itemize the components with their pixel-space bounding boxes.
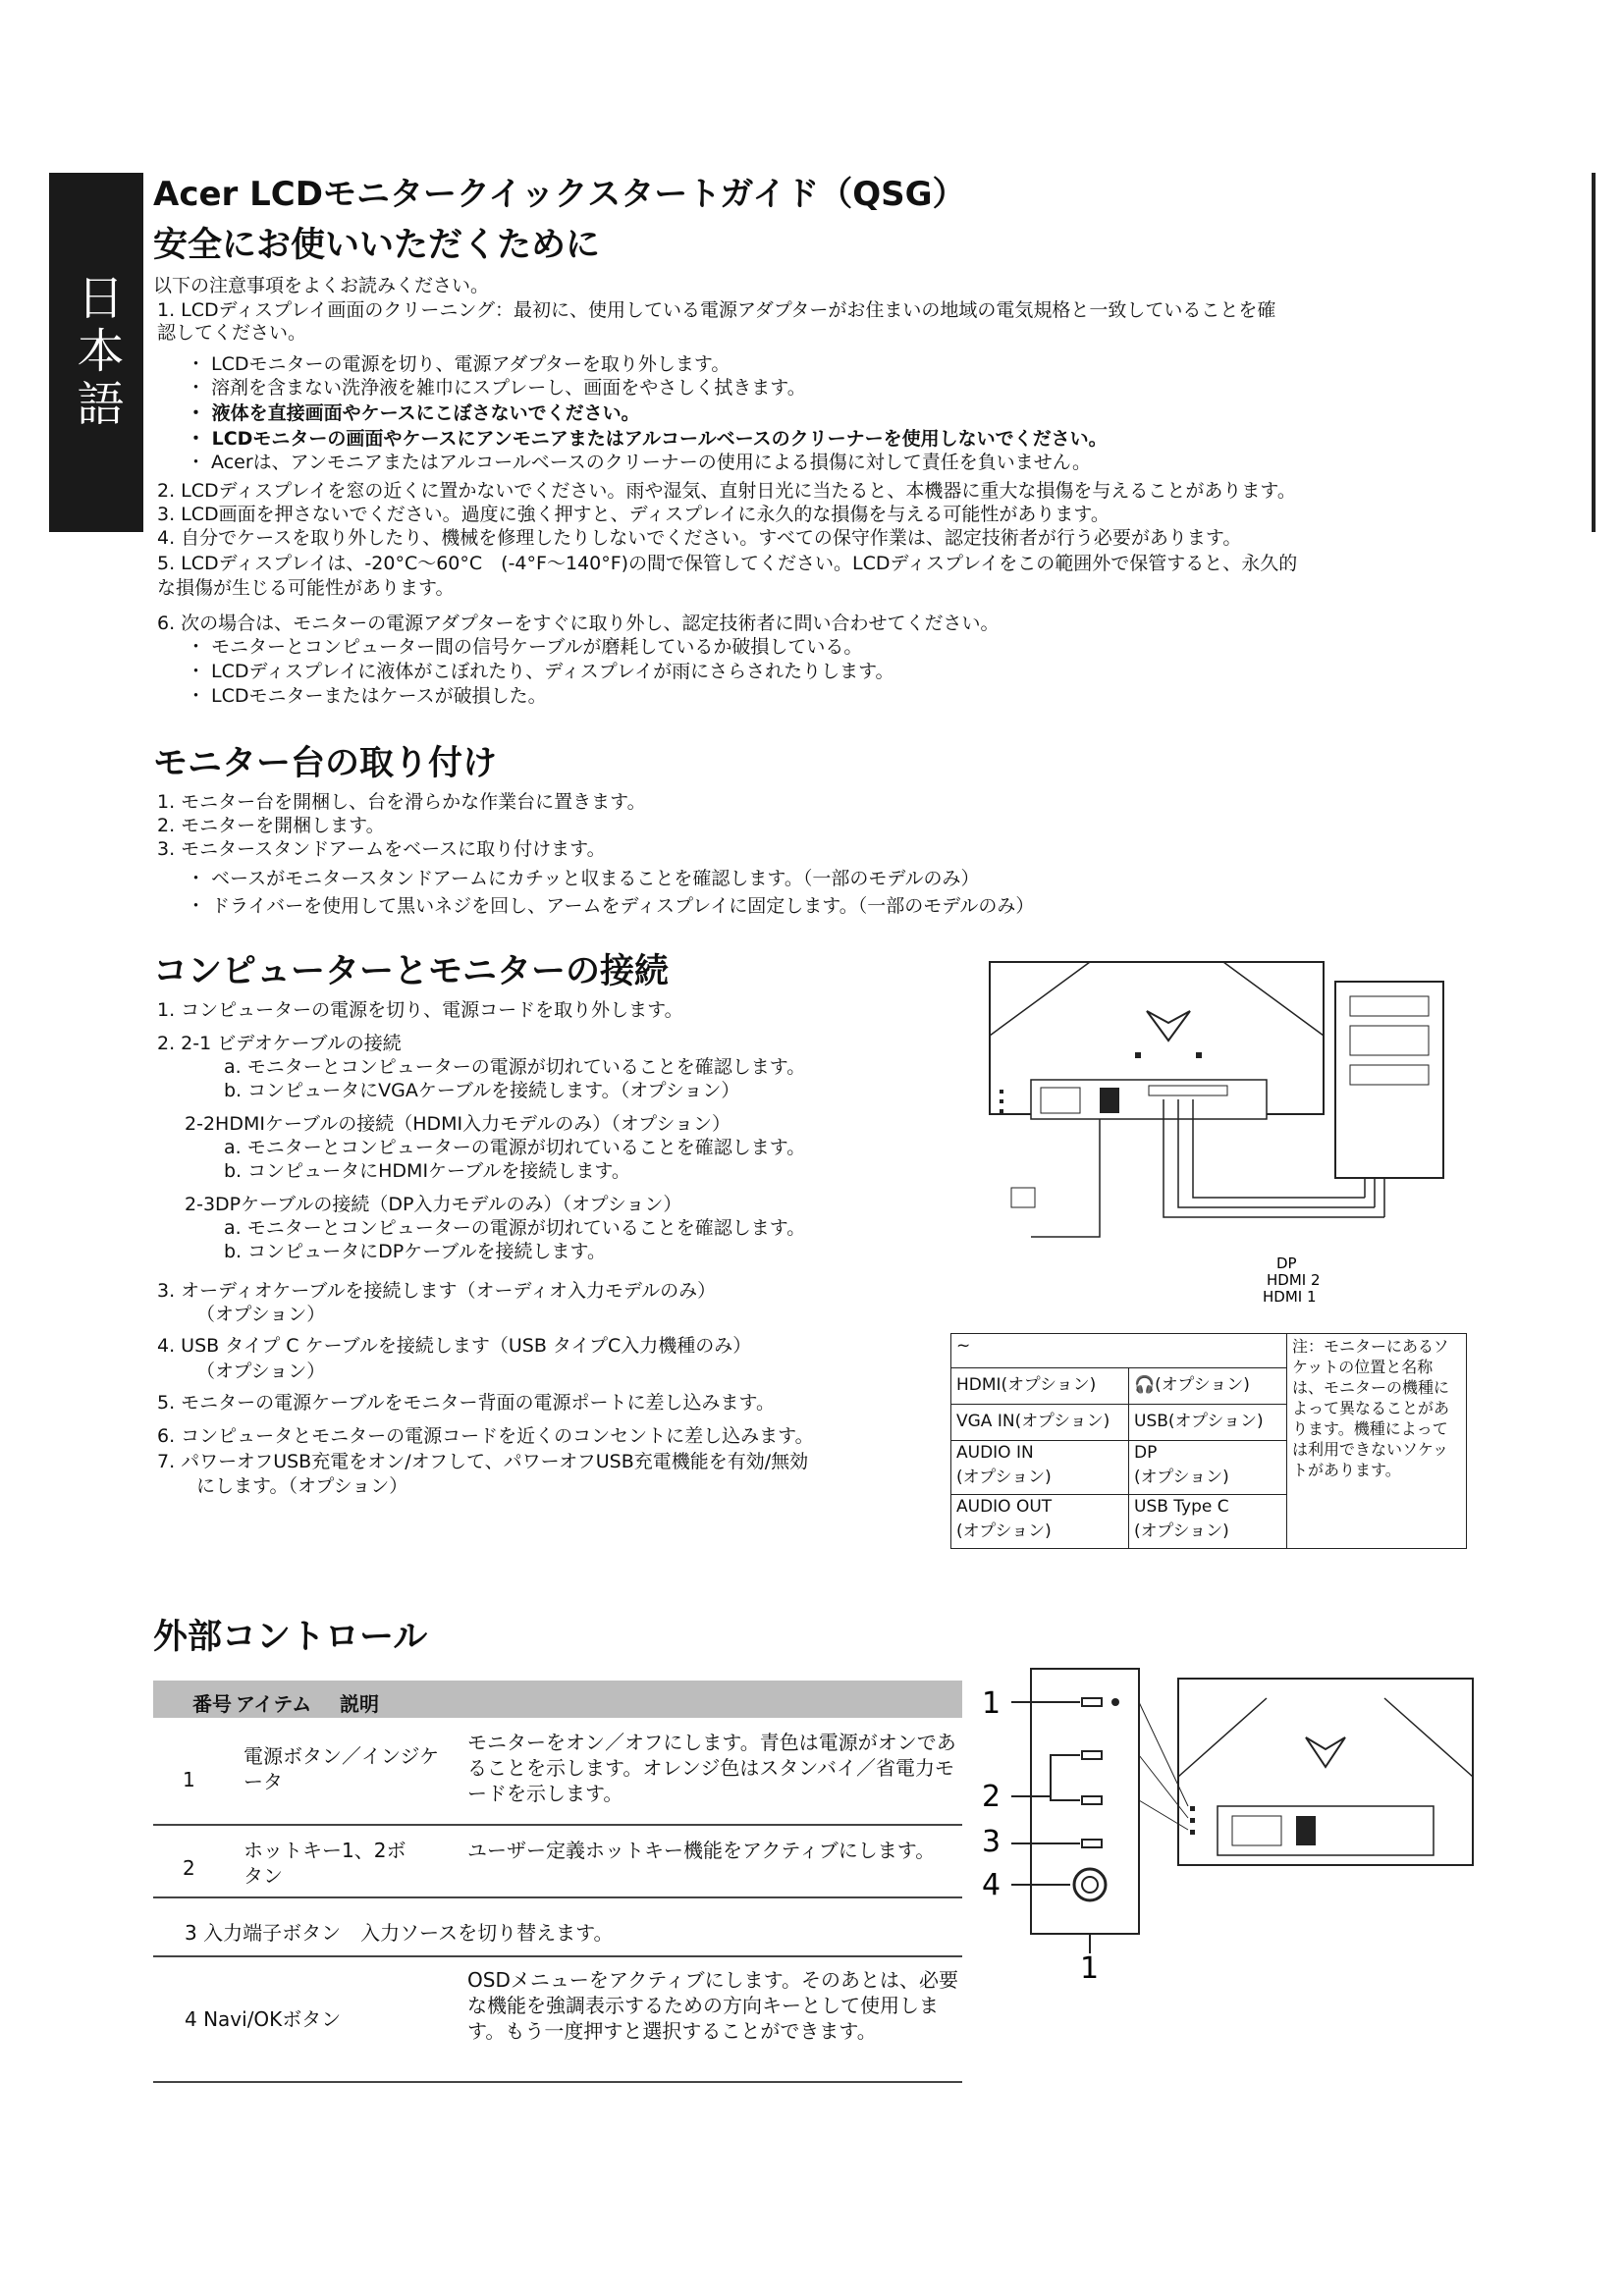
stand-line: 1. モニター台を開梱し、台を滑らかな作業台に置きます。 bbox=[157, 791, 646, 813]
safety-line: ・ LCDディスプレイに液体がこぼれたり、ディスプレイが雨にさらされたりします。 bbox=[187, 661, 894, 682]
controls-table-header bbox=[153, 1681, 962, 1718]
connect-line: 1. コンピューターの電源を切り、電源コードを取り外します。 bbox=[157, 999, 683, 1021]
port-cell: USB(オプション) bbox=[1129, 1405, 1287, 1441]
connect-line: 7. パワーオフUSB充電をオン/オフして、パワーオフUSB充電機能を有効/無効 bbox=[157, 1451, 809, 1472]
port-cell: AUDIO OUT (オプション) bbox=[951, 1495, 1129, 1549]
row-divider bbox=[153, 1955, 962, 1957]
diagram-label-dp: DP bbox=[1276, 1255, 1297, 1272]
connect-line: 2-2HDMIケーブルの接続（HDMI入力モデルのみ）（オプション） bbox=[185, 1113, 731, 1135]
safety-line: 6. 次の場合は、モニターの電源アダプターをすぐに取り外し、認定技術者に問い合わせてください。 bbox=[157, 613, 1000, 634]
page-title: Acer LCDモニタークイックスタートガイド（QSG） bbox=[153, 175, 966, 214]
language-tab-label: 日本語 bbox=[69, 273, 124, 432]
connect-line: b. コンピュータにVGAケーブルを接続します。（オプション） bbox=[224, 1080, 740, 1101]
callout-2: 2 bbox=[982, 1780, 1001, 1814]
control-no: 1 bbox=[183, 1768, 195, 1791]
safety-heading: 安全にお使いいただくために bbox=[153, 226, 601, 265]
language-tab bbox=[49, 173, 143, 532]
port-cell: VGA IN(オプション) bbox=[951, 1405, 1129, 1441]
ports-table-tilde: ~ bbox=[951, 1334, 1287, 1368]
control-desc: モニターをオン／オフにします。青色は電源がオンであることを示します。オレンジ色はスタンバイ／省電力モードを示します。 bbox=[467, 1731, 956, 1805]
callout-4: 4 bbox=[982, 1868, 1001, 1902]
safety-line: ・ LCDモニターまたはケースが破損した。 bbox=[187, 685, 547, 707]
control-desc: ユーザー定義ホットキー機能をアクティブにします。 bbox=[467, 1839, 936, 1862]
stand-line: 2. モニターを開梱します。 bbox=[157, 815, 385, 836]
ports-note: 注：モニターにあるソケットの位置と名称は、モニターの機種によって異なることがあります。機種によっては利用できないソケットがあります。 bbox=[1287, 1334, 1467, 1549]
callout-1-bottom: 1 bbox=[1080, 1951, 1100, 1986]
connect-line: 2-3DPケーブルの接続（DP入力モデルのみ）（オプション） bbox=[185, 1194, 682, 1215]
connect-line: 2. 2-1 ビデオケーブルの接続 bbox=[157, 1033, 402, 1054]
control-no: 2 bbox=[183, 1856, 195, 1880]
safety-line: 4. 自分でケースを取り外したり、機械を修理したりしないでください。すべての保守作業は、認定技術者が行う必要があります。 bbox=[157, 527, 1242, 549]
headphone-icon: 🎧 bbox=[1134, 1375, 1156, 1395]
safety-line: ・ 溶剤を含まない洗浄液を雑巾にスプレーし、画面をやさしく拭きます。 bbox=[187, 377, 806, 399]
connect-line: にします。（オプション） bbox=[196, 1475, 408, 1497]
callout-1: 1 bbox=[982, 1686, 1001, 1721]
control-item: ホットキー1、2ボタン bbox=[244, 1839, 406, 1888]
controls-diagram bbox=[972, 1659, 1492, 2002]
safety-line: ・ LCDモニターの電源を切り、電源アダプターを取り外します。 bbox=[187, 353, 731, 375]
safety-line: ・ Acerは、アンモニアまたはアルコールベースのクリーナーの使用による損傷に対して責任を負いません。 bbox=[187, 452, 1091, 473]
safety-line: ・ モニターとコンピューター間の信号ケーブルが磨耗しているか破損している。 bbox=[187, 636, 863, 658]
control-item: 電源ボタン／インジケータ bbox=[244, 1744, 440, 1793]
connect-line: 6. コンピュータとモニターの電源コードを近くのコンセントに差し込みます。 bbox=[157, 1425, 814, 1447]
safety-line: 2. LCDディスプレイを窓の近くに置かないでください。雨や湿気、直射日光に当たると、本機器に重大な損傷を与えることがあります。 bbox=[157, 480, 1296, 502]
right-margin-rule bbox=[1592, 173, 1596, 532]
diagram-label-hdmi1: HDMI 1 bbox=[1263, 1288, 1317, 1306]
port-cell: DP (オプション) bbox=[1129, 1441, 1287, 1495]
connect-line: b. コンピュータにDPケーブルを接続します。 bbox=[224, 1241, 606, 1262]
safety-line: 5. LCDディスプレイは、-20°C～60°C (-4°F～140°F)の間で保管してください。LCDディスプレイをこの範囲外で保管すると、永久的 bbox=[157, 553, 1298, 574]
stand-line: ・ ベースがモニタースタンドアームにカチッと収まることを確認します。（一部のモデルのみ） bbox=[187, 868, 980, 889]
callout-3: 3 bbox=[982, 1825, 1001, 1859]
connect-line: 4. USB タイプ C ケーブルを接続します（USB タイプC入力機種のみ） bbox=[157, 1335, 752, 1357]
connect-line: b. コンピュータにHDMIケーブルを接続します。 bbox=[224, 1160, 630, 1182]
port-cell: AUDIO IN (オプション) bbox=[951, 1441, 1129, 1495]
port-cell: USB Type C (オプション) bbox=[1129, 1495, 1287, 1549]
connection-diagram bbox=[972, 942, 1483, 1315]
diagram-label-hdmi2: HDMI 2 bbox=[1267, 1271, 1321, 1289]
stand-line: 3. モニタースタンドアームをベースに取り付けます。 bbox=[157, 838, 606, 860]
header-desc: 説明 bbox=[340, 1692, 379, 1716]
stand-line: ・ ドライバーを使用して黒いネジを回し、アームをディスプレイに固定します。（一部のモデルのみ） bbox=[187, 895, 1035, 917]
safety-line: 1. LCDディスプレイ画面のクリーニング：最初に、使用している電源アダプターがお住まいの地域の電気規格と一致していることを確 bbox=[157, 299, 1276, 321]
connect-line: a. モニターとコンピューターの電源が切れていることを確認します。 bbox=[224, 1137, 806, 1158]
connect-line: 5. モニターの電源ケーブルをモニター背面の電源ポートに差し込みます。 bbox=[157, 1392, 775, 1414]
safety-line: 3. LCD画面を押さないでください。過度に強く押すと、ディスプレイに永久的な損傷を与える可能性があります。 bbox=[157, 504, 1110, 525]
connect-line: a. モニターとコンピューターの電源が切れていることを確認します。 bbox=[224, 1217, 806, 1239]
port-cell: (オプション) bbox=[1155, 1375, 1250, 1395]
row-divider bbox=[153, 1824, 962, 1826]
connect-line: （オプション） bbox=[196, 1304, 326, 1325]
stand-heading: モニター台の取り付け bbox=[153, 744, 498, 783]
row-divider bbox=[153, 2081, 962, 2083]
connect-line: （オプション） bbox=[196, 1361, 326, 1382]
header-item: アイテム bbox=[236, 1692, 312, 1716]
connect-heading: コンピューターとモニターの接続 bbox=[153, 952, 670, 991]
safety-line: ・ LCDモニターの画面やケースにアンモニアまたはアルコールベースのクリーナーを使用しないでください。 bbox=[187, 428, 1108, 450]
safety-intro: 以下の注意事項をよくお読みください。 bbox=[153, 275, 490, 296]
connect-line: 3. オーディオケーブルを接続します（オーディオ入力モデルのみ） bbox=[157, 1280, 717, 1302]
connect-line: a. モニターとコンピューターの電源が切れていることを確認します。 bbox=[224, 1056, 806, 1078]
control-item: 3 入力端子ボタン 入力ソースを切り替えます。 bbox=[185, 1921, 614, 1945]
safety-line: な損傷が生じる可能性があります。 bbox=[157, 577, 455, 599]
ports-table bbox=[950, 1333, 1467, 1549]
control-item: 4 Navi/OKボタン bbox=[185, 2007, 342, 2031]
controls-heading: 外部コントロール bbox=[153, 1618, 428, 1657]
control-desc: OSDメニューをアクティブにします。そのあとは、必要な機能を強調表示するための方向キーとして使用します。もう一度押すと選択することができます。 bbox=[467, 1968, 959, 2043]
header-no: 番号 bbox=[192, 1692, 232, 1716]
safety-line: 認してください。 bbox=[157, 322, 307, 344]
row-divider bbox=[153, 1896, 962, 1898]
port-cell: HDMI(オプション) bbox=[951, 1368, 1129, 1405]
safety-line: ・ 液体を直接画面やケースにこぼさないでください。 bbox=[187, 402, 640, 424]
